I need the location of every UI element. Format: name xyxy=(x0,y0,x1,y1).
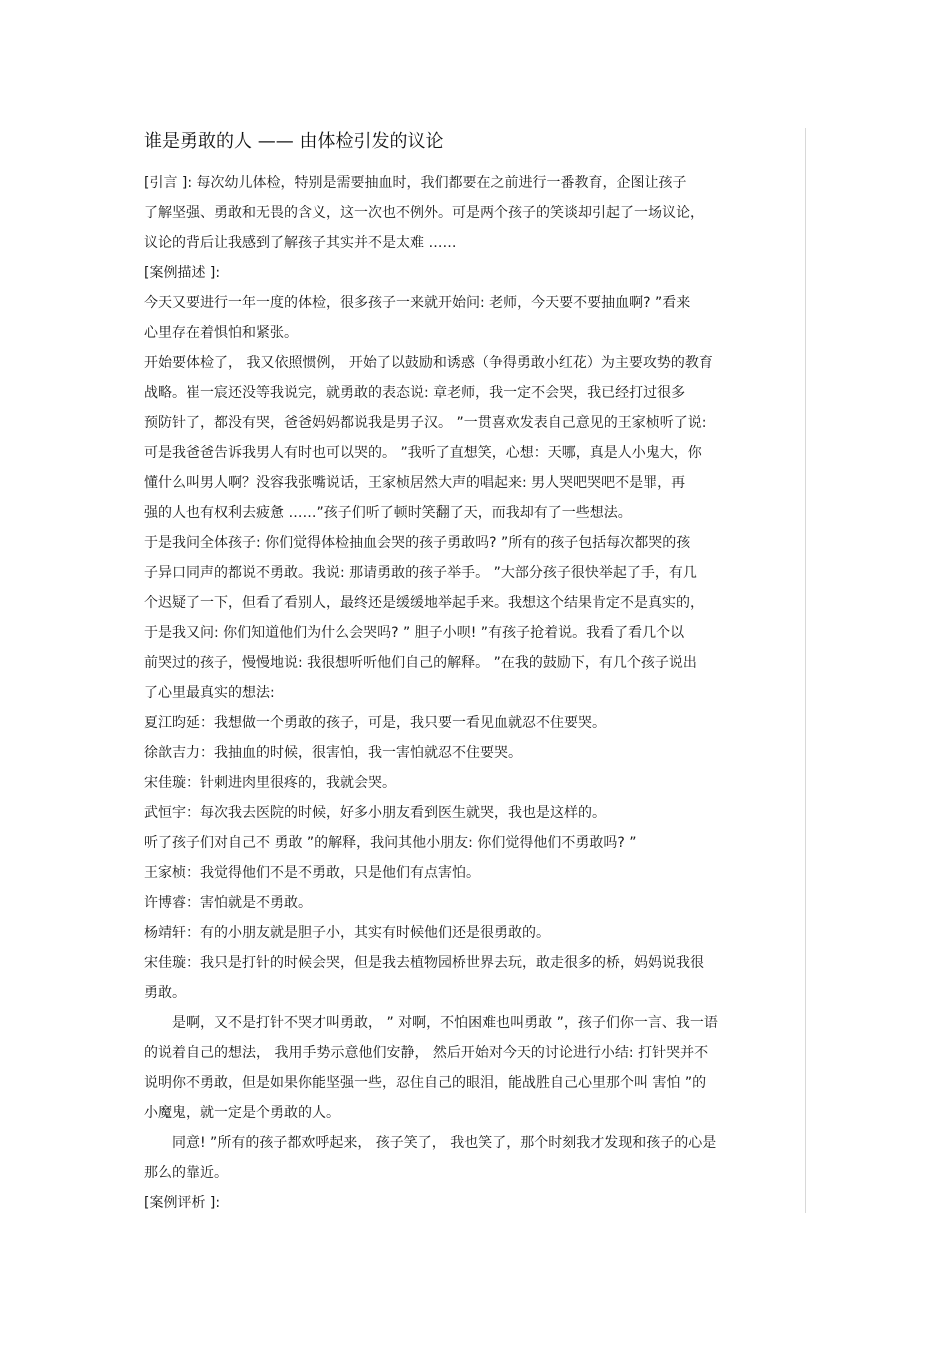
text-line: 预防针了，都没有哭，爸爸妈妈都说我是男子汉。 ”一贯喜欢发表自己意见的王家桢听了说: xyxy=(144,415,707,431)
text-line: 听了孩子们对自己不 勇敢 ”的解释，我问其他小朋友: 你们觉得他们不勇敢吗? ” xyxy=(144,835,637,851)
text-line: 许博睿：害怕就是不勇敢。 xyxy=(144,895,312,911)
text-line: 了心里最真实的想法: xyxy=(144,685,275,701)
text-line: 宋佳璇：我只是打针的时候会哭，但是我去植物园桥世界去玩，敢走很多的桥，妈妈说我很 xyxy=(144,955,704,971)
text-line: 那么的靠近。 xyxy=(144,1165,228,1181)
document-title: 谁是勇敢的人 —— 由体检引发的议论 xyxy=(144,131,444,152)
text-line: 王家桢：我觉得他们不是不勇敢，只是他们有点害怕。 xyxy=(144,865,480,881)
text-line: 的说着自己的想法， 我用手势示意他们安静， 然后开始对今天的讨论进行小结: 打针哭并不 xyxy=(144,1045,709,1061)
text-line: 说明你不勇敢，但是如果你能坚强一些，忍住自己的眼泪，能战胜自己心里那个叫 害怕 ”的 xyxy=(144,1075,707,1091)
text-line: 夏江昀延：我想做一个勇敢的孩子，可是，我只要一看见血就忍不住要哭。 xyxy=(144,715,606,731)
text-line: 可是我爸爸告诉我男人有时也可以哭的。 ”我听了直想笑，心想：天哪，真是人小鬼大，你 xyxy=(144,445,702,461)
text-line: 徐歆吉力：我抽血的时候，很害怕，我一害怕就忍不住要哭。 xyxy=(144,745,522,761)
text-line: 议论的背后让我感到了解孩子其实并不是太难 …… xyxy=(144,235,457,251)
text-line: 于是我又问: 你们知道他们为什么会哭吗? ” 胆子小呗! ”有孩子抢着说。我看了看几个以 xyxy=(144,625,685,641)
document-body xyxy=(144,168,809,1218)
section-heading: [案例评析 ]: xyxy=(144,1195,221,1211)
text-line: 小魔鬼，就一定是个勇敢的人。 xyxy=(144,1105,340,1121)
text-line: 战略。崔一宸还没等我说完，就勇敢的表态说: 章老师，我一定不会哭，我已经打过很多 xyxy=(144,385,686,401)
text-line: 子异口同声的都说不勇敢。我说: 那请勇敢的孩子举手。 ”大部分孩子很快举起了手，有几 xyxy=(144,565,697,581)
text-line: 是啊，又不是打针不哭才叫勇敢， ” 对啊，不怕困难也叫勇敢 ”，孩子们你一言、我一语 xyxy=(172,1015,718,1031)
text-line: 强的人也有权利去疲惫 ……”孩子们听了顿时笑翻了天，而我却有了一些想法。 xyxy=(144,505,632,521)
text-line: 开始要体检了， 我又依照惯例， 开始了以鼓励和诱惑（争得勇敢小红花）为主要攻势的教育 xyxy=(144,355,713,371)
text-line: 心里存在着惧怕和紧张。 xyxy=(144,325,298,341)
text-line: 杨靖轩：有的小朋友就是胆子小，其实有时候他们还是很勇敢的。 xyxy=(144,925,550,941)
text-line: 于是我问全体孩子: 你们觉得体检抽血会哭的孩子勇敢吗? ”所有的孩子包括每次都哭的孩 xyxy=(144,535,691,551)
text-line: 懂什么叫男人啊？没容我张嘴说话，王家桢居然大声的唱起来: 男人哭吧哭吧不是罪，再 xyxy=(144,475,686,491)
text-line: 武恒宇：每次我去医院的时候，好多小朋友看到医生就哭，我也是这样的。 xyxy=(144,805,606,821)
text-line: 个迟疑了一下，但看了看别人，最终还是缓缓地举起手来。我想这个结果肯定不是真实的， xyxy=(144,595,704,611)
section-heading: [案例描述 ]: xyxy=(144,265,221,281)
text-line: 勇敢。 xyxy=(144,985,186,1001)
text-line: 前哭过的孩子，慢慢地说: 我很想听听他们自己的解释。 ”在我的鼓励下，有几个孩子说出 xyxy=(144,655,697,671)
text-line: 同意! ”所有的孩子都欢呼起来， 孩子笑了， 我也笑了，那个时刻我才发现和孩子的心是 xyxy=(172,1135,717,1151)
text-line: 了解坚强、勇敢和无畏的含义，这一次也不例外。可是两个孩子的笑谈却引起了一场议论， xyxy=(144,205,704,221)
text-line: 宋佳璇：针刺进肉里很疼的，我就会哭。 xyxy=(144,775,396,791)
text-line: 今天又要进行一年一度的体检，很多孩子一来就开始问: 老师，今天要不要抽血啊? ”看来 xyxy=(144,295,691,311)
text-line: [引言 ]: 每次幼儿体检，特别是需要抽血时，我们都要在之前进行一番教育，企图让孩子 xyxy=(144,175,687,191)
